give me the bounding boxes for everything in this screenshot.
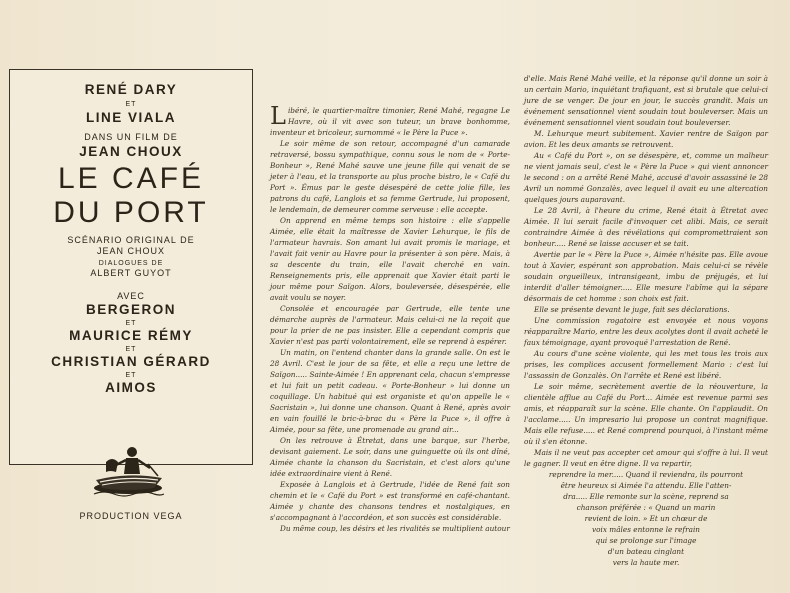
conjunction-et: ET <box>125 101 137 108</box>
drop-cap: L <box>270 102 286 130</box>
actor-bergeron: BERGERON <box>85 302 176 317</box>
verse-line: être heureux si Aimée l'a attendu. Elle l'atten- <box>560 481 732 490</box>
scenario-label: SCÉNARIO ORIGINAL DE <box>67 235 195 245</box>
verse-line: voix mâles entonne le refrain <box>592 525 700 534</box>
paragraph: Elle se présente devant le juge, fait ses déclarations. <box>534 305 730 314</box>
paragraph: Un matin, on l'entend chanter dans la grande salle. On est le 28 Avril. C'est le jour de sa fête, et elle a reçu une lettre de Saïgon..... Sainte-Aimée ! En apprenant cela, chacun s'empresse et lui fait un petit cadeau. « Porte-Bonheur » lui donne un coquillage. Un habitué qui est organiste et qu'on appelle le « Sacristain », lui donne une chanson. Quant à René, après avoir en vain fouillé le bric-à-brac du « Père la Puce », il offre à Aimée, pour sa fête, une promenade au grand air... <box>270 348 510 434</box>
paragraph: Exposée à Langlois et à Gertrude, l'idée de René fait son chemin et le « Café du Port » est transformé en café-chantant. Aimée y chante des chansons tendres et nostalgiques, en s'accompagnant à l'accordéon, et son succès est considérable. <box>270 480 510 522</box>
conjunction-et: ET <box>125 372 137 379</box>
film-title-line1: LE CAFÉ <box>57 162 205 195</box>
actor-rene-dary: RENÉ DARY <box>84 82 178 97</box>
paragraph: Une commission rogatoire est envoyée et nous voyons réapparaître Mario, entre les deux acolytes dont il avait acheté le faux témoignage, ayant provoqué l'arrestation de René. <box>524 316 768 347</box>
poster-panel <box>9 69 253 521</box>
avec-label: AVEC <box>117 291 145 301</box>
paragraph: Le soir même de son retour, accompagné d'un camarade retraversé, bossu sympathique, connu sous le nom de « Porte-Bonheur », René Mahé sauve une jeune fille qui venait de se jeter à l'eau, et la transporte au plus proche bistro, le « Café du Port ». Émus par le geste désespéré de cette jolie fille, les patrons du café, Langlois et sa femme Gertrude, lui proposent, le lendemain, de demeurer comme serveuse : elle accepte. <box>270 139 510 214</box>
director-name: JEAN CHOUX <box>79 144 183 159</box>
verse-line: revient de loin. » Et un chœur de <box>584 514 708 523</box>
paragraph: d'elle. Mais René Mahé veille, et la réponse qu'il donne un soir à un certain Mario, inquiétant trafiquant, est si brutale que celui-ci jure de se venger. De jour en jour, le succès grandit. Mais un événement sensationnel vient soudain tout bouleverser. Mais un événement sensationnel vient soudain tout bouleverser. <box>524 74 768 127</box>
boat-sailor-illustration <box>92 442 164 498</box>
actor-christian-gerard: CHRISTIAN GÉRARD <box>51 354 211 369</box>
paragraph: Avertie par le « Père la Puce », Aimée n'hésite pas. Elle avoue tout à Xavier, espérant son approbation. Mais celui-ci se révèle soudain orgueilleux, intransigeant, imbu de préjugés, et lui interdit d'aller témoigner..... Elle mesure l'abîme qui la sépare désormais de cet homme : son choix est fait. <box>524 250 768 303</box>
closing-verse <box>524 469 768 568</box>
paragraph: On apprend en même temps son histoire : elle s'appelle Aimée, elle était la maîtresse de Xavier Lehurque, le fils de l'armateur havrais. Son amant lui avait promis le mariage, et l'avait fait venir au Havre pour la présenter à son père. Mais, à sa descente du train, elle l'avait cherché en vain. Renseignements pris, elle apprenait que Xavier était parti le jour même pour Saïgon. Alors, bouleversée, désespérée, elle avait voulu se noyer. <box>270 216 510 302</box>
paragraph: Consolée et encouragée par Gertrude, elle tente une démarche auprès de l'armateur. Mais celui-ci ne la reçoit que pour la prier de ne pas insister. Elle a cependant compris que Xavier n'est pas parti volontairement, elle se reprend à espérer. <box>270 304 510 346</box>
paragraph: Le soir même, secrètement avertie de la réouverture, la clientèle afflue au Café du Port... Aimée est revenue parmi ses amis, et réapparaît sur la scène. Elle chante. On l'applaudit. On l'acclame..... Un impresario lui propose un contrat magnifique. Mais elle refuse..... et René comprend pourquoi, à l'instant même où il s'en étonne. <box>524 382 768 446</box>
conjunction-et: ET <box>125 346 137 353</box>
dialogues-author: ALBERT GUYOT <box>90 268 172 278</box>
paragraph: Mais il ne veut pas accepter cet amour qui s'offre à lui. Il veut le gagner. Il veut en être digne. Il va repartir, <box>524 448 768 468</box>
verse-line: dra..... Elle remonte sur la scène, reprend sa <box>563 492 729 501</box>
verse-line: chanson préférée : « Quand un marin <box>576 503 716 512</box>
paragraph: M. Lehurque meurt subitement. Xavier rentre de Saïgon par avion. Et les deux amants se retrouvent. <box>524 129 768 149</box>
film-title-line2: DU PORT <box>53 196 209 229</box>
verse-line: vers la haute mer. <box>612 558 680 567</box>
paragraph: Le 28 Avril, à l'heure du crime, René était à Étretat avec Aimée. Il lui serait facile d'invoquer cet alibi. Mais, ce serait contraindre Aimée à des révélations qui compromettraient son bonheur..... René se laisse accuser et se tait. <box>524 206 768 248</box>
paragraph: Au « Café du Port », on se désespère, et, comme un malheur ne vient jamais seul, c'est le « Père la Puce » qui vient annoncer le second : on a arrêté René Mahé, accusé d'avoir assassiné le 28 Avril un nommé Gonzalès, avec lequel il avait eu une altercation quelques jours auparavant. <box>524 151 768 204</box>
dialogues-label: DIALOGUES DE <box>98 260 164 267</box>
dans-un-film-de: DANS UN FILM DE <box>84 132 178 142</box>
production-credit: PRODUCTION VEGA <box>79 511 183 521</box>
actor-line-viala: LINE VIALA <box>85 110 176 125</box>
verse-line: d'un bateau cinglant <box>607 547 685 556</box>
paragraph: Du même coup, les désirs et les rivalités se multiplient autour <box>280 524 510 533</box>
synopsis-column-1 <box>270 102 510 534</box>
verse-line: reprendre la mer..... Quand il reviendra, ils pourront <box>548 470 744 479</box>
scenario-author: JEAN CHOUX <box>96 246 165 256</box>
paragraph: Au cours d'une scène violente, qui les met tous les trois aux prises, les complices accusent formellement Mario : c'est lui l'assassin de Gonzalès. On l'arrête et René est libéré. <box>524 349 768 380</box>
actor-aimos: AIMOS <box>105 380 157 395</box>
conjunction-et: ET <box>125 320 137 327</box>
paragraph: On les retrouve à Étretat, dans une barque, sur l'herbe, devisant gaiement. Le soir, dans une guinguette où ils ont dîné, Aimée chante la chanson du Sacristain, et c'est alors qu'une idée extraordinaire vient à René. <box>270 436 510 478</box>
paragraph: Libéré, le quartier-maître timonier, René Mahé, regagne Le Havre, où il vit avec son tuteur, un brave bonhomme, inventeur et bricoleur, surnommé « le Père la Puce ». <box>270 102 510 137</box>
actor-maurice-remy: MAURICE RÉMY <box>69 328 193 343</box>
synopsis-column-2 <box>524 73 768 568</box>
verse-line: qui se prolonge sur l'image <box>595 536 697 545</box>
